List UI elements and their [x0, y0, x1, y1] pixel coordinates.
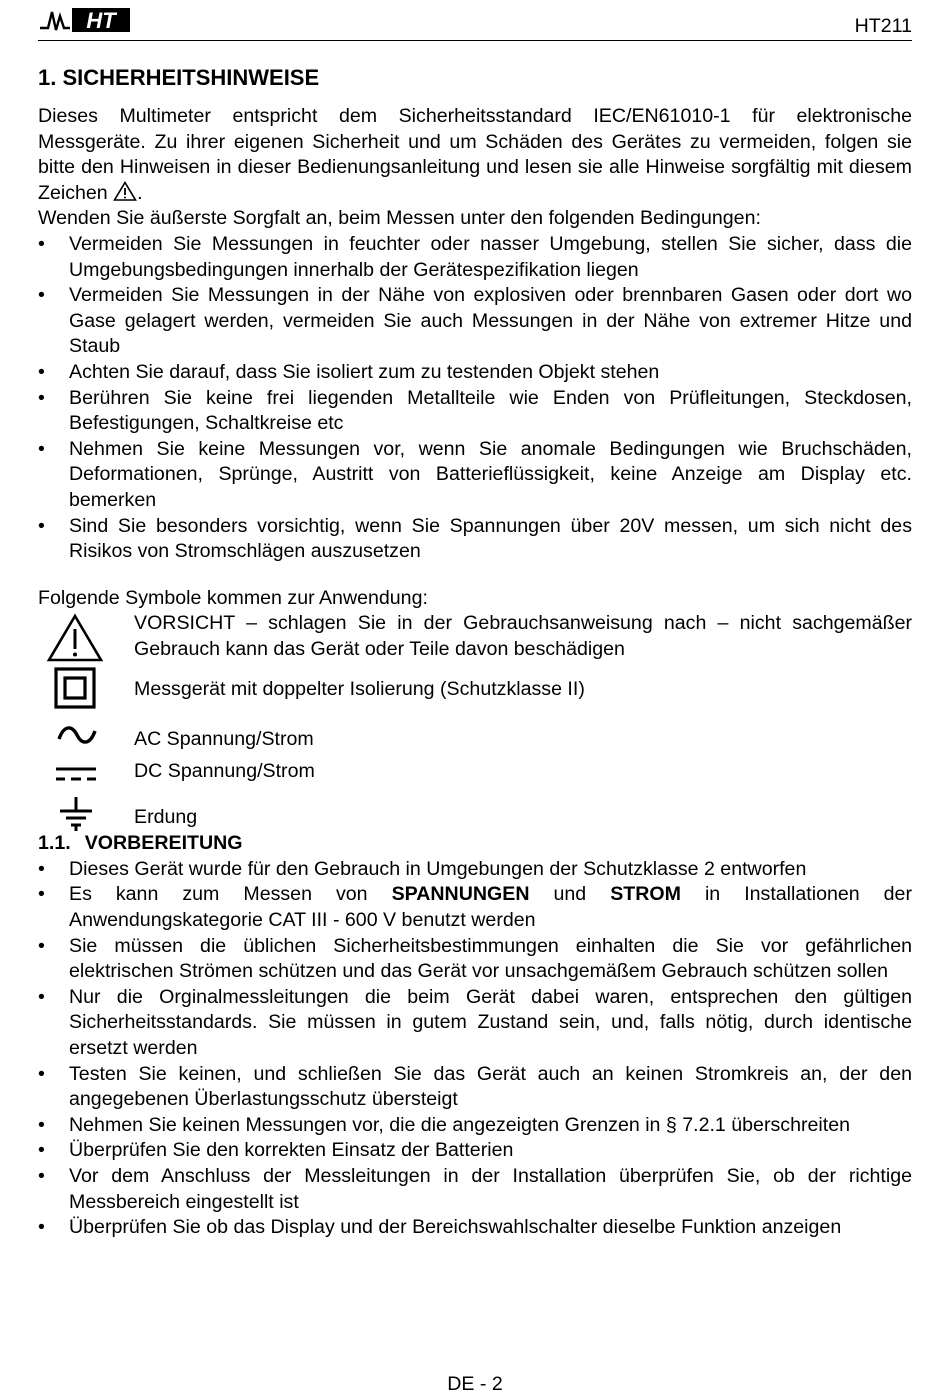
list-item: • Nehmen Sie keinen Messungen vor, die die angezeigten Grenzen in § 7.2.1 überschreiten: [38, 1113, 912, 1139]
ht-logo-icon: [38, 6, 136, 34]
list-item: • Vermeiden Sie Messungen in der Nähe von explosiven oder brennbaren Gasen oder dort wo Gase gelagert werden, vermeiden Sie auch Messungen in der Nähe von extremer Hitze und Staub: [38, 283, 912, 360]
page-number: DE - 2: [447, 1373, 503, 1395]
symbol-text: VORSICHT – schlagen Sie in der Gebrauchsanweisung nach – nicht sachgemäßer Gebrauch kann das Gerät oder Teile davon beschädigen: [134, 612, 912, 660]
ht-logo: [38, 6, 136, 34]
list-item: • Nehmen Sie keine Messungen vor, wenn Sie anomale Bedingungen wie Bruchschäden, Deformationen, Sprünge, Austritt von Batterieflüssigkeit, keine Anzeige am Display etc. bemerken: [38, 437, 912, 514]
list-item: • Berühren Sie keine frei liegenden Metallteile wie Enden von Prüfleitungen, Steckdosen, Befestigungen, Schaltkreise etc: [38, 386, 912, 437]
symbol-row-warning: [38, 611, 912, 669]
list-item: • Testen Sie keinen, und schließen Sie das Gerät auch an keinen Stromkreis an, der den angegebenen Überlastungsschutz übersteigt: [38, 1062, 912, 1113]
header-divider: [38, 40, 912, 41]
symbols-lead: Folgende Symbole kommen zur Anwendung:: [38, 586, 428, 609]
keyword-spannungen: SPANNUNGEN: [391, 883, 530, 906]
list-item: • Achten Sie darauf, dass Sie isoliert zum zu testenden Objekt stehen: [38, 360, 912, 386]
preparation-list: [38, 857, 912, 1241]
subsection-title: [38, 831, 912, 857]
symbol-row-dc: [38, 751, 912, 791]
symbol-text: Messgerät mit doppelter Isolierung (Schutzklasse II): [134, 678, 585, 701]
list-item-text: und: [529, 883, 611, 906]
double-insulation-icon: [54, 667, 96, 709]
ac-symbol-icon: [56, 723, 98, 747]
dc-symbol-icon: [56, 767, 96, 783]
keyword-strom: STROM: [610, 883, 681, 906]
list-item: • Nur die Orginalmessleitungen die beim Gerät dabei waren, entsprechen den gültigen Sicherheitsstandards. Sie müssen in gutem Zustand sein, und, falls nötig, durch identische ersetzt werden: [38, 985, 912, 1062]
section-title: 1. SICHERHEITSHINWEISE: [38, 65, 320, 90]
list-item: [38, 882, 912, 933]
list-item: • Vermeiden Sie Messungen in feuchter oder nasser Umgebung, stellen Sie sicher, dass die Umgebungsbedingungen innerhalb der Gerätespezifikation liegen: [38, 232, 912, 283]
list-item: • Überprüfen Sie ob das Display und der Bereichswahlschalter dieselbe Funktion anzeigen: [38, 1215, 912, 1241]
list-item-text: Es kann zum Messen von: [69, 883, 392, 906]
list-item: • Überprüfen Sie den korrekten Einsatz der Batterien: [38, 1138, 912, 1164]
subsection-title-text: VORBEREITUNG: [84, 832, 243, 855]
intro-text: Dieses Multimeter entspricht dem Sicherheitsstandard IEC/EN61010-1 für elektronische Messgeräte. Zu ihrer eigenen Sicherheit und um Schäden des Gerätes zu vermeiden, folgen sie bitte den Hinweisen in dieser Bedienungsanleitung und lesen sie alle Hinweise sorgfältig mit diesem Zeichen: [38, 105, 912, 204]
subsection-number: 1.1.: [38, 832, 71, 855]
ground-symbol-icon: [58, 797, 94, 831]
list-item: • Sie müssen die üblichen Sicherheitsbestimmungen einhalten die Sie vor gefährlichen elektrischen Strömen schützen und das Gerät vor unsachgemäßem Gebrauch schützen sollen: [38, 934, 912, 985]
list-item: • Vor dem Anschluss der Messleitungen in der Installation überprüfen Sie, ob der richtige Messbereich eingestellt ist: [38, 1164, 912, 1215]
intro-text-end: .: [137, 181, 143, 204]
symbol-text: AC Spannung/Strom: [134, 728, 314, 751]
symbol-row-ground: [38, 791, 912, 831]
conditions-lead: Wenden Sie äußerste Sorgfalt an, beim Messen unter den folgenden Bedingungen:: [38, 207, 761, 230]
model-name: HT211: [854, 15, 912, 37]
list-item: • Dieses Gerät wurde für den Gebrauch in Umgebungen der Schutzklasse 2 entworfen: [38, 857, 912, 883]
warning-triangle-inline-icon: [113, 181, 137, 201]
page-content: [38, 64, 912, 1241]
symbol-text: DC Spannung/Strom: [134, 760, 315, 783]
conditions-list: [38, 232, 912, 565]
symbol-row-ac: [38, 719, 912, 751]
logo-text: HT: [86, 8, 116, 33]
warning-triangle-icon: [46, 613, 104, 663]
intro-paragraph: [38, 104, 912, 206]
list-item: • Sind Sie besonders vorsichtig, wenn Sie Spannungen über 20V messen, um sich nicht des Risikos von Stromschlägen auszusetzen: [38, 514, 912, 565]
list-item-text: in Installationen der Anwendungskategorie CAT III - 600 V benutzt werden: [69, 883, 912, 932]
symbol-row-double-insulation: [38, 669, 912, 719]
symbol-text: Erdung: [134, 806, 198, 829]
